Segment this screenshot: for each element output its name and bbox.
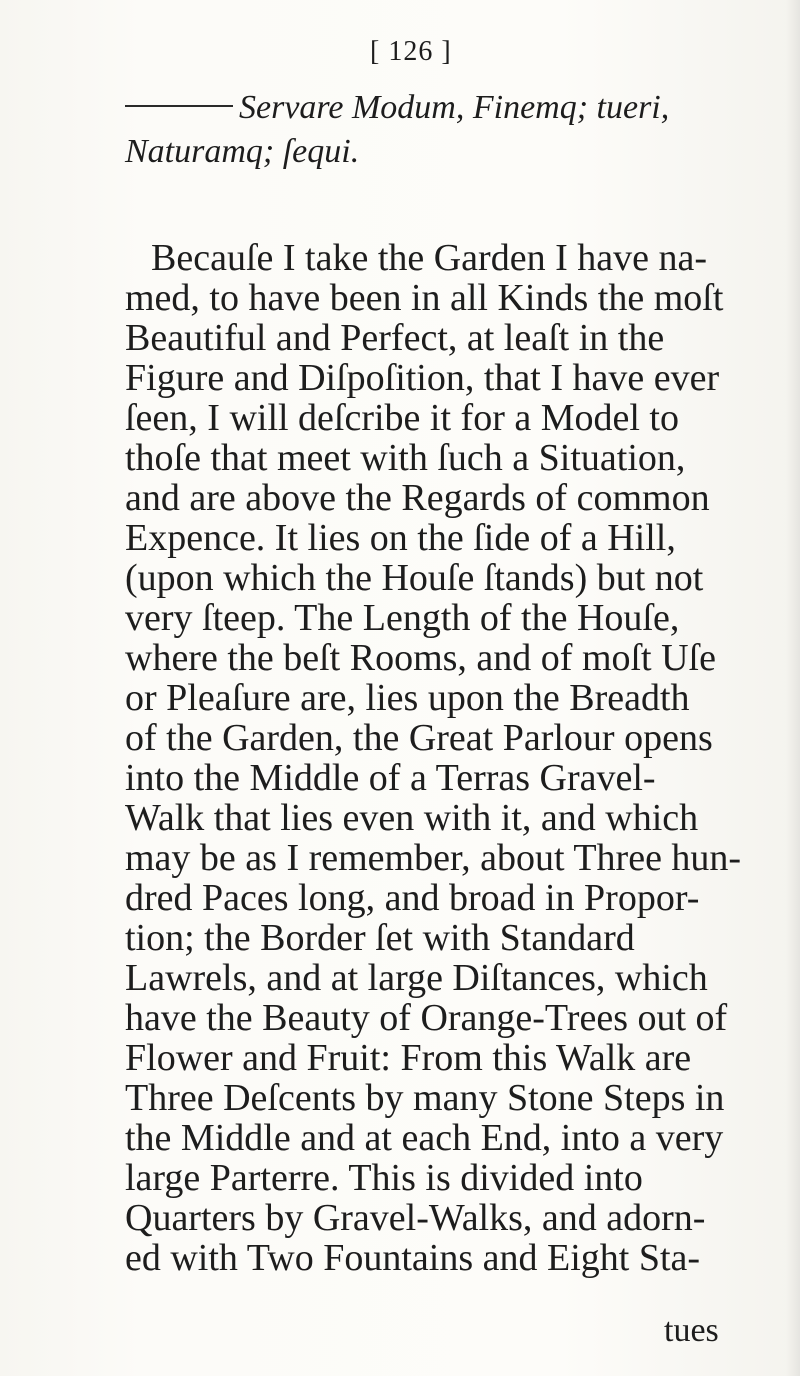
text-line: ed with Two Fountains and Eight Sta- [125,1237,701,1279]
text-line: may be as I remember, about Three hun- [125,837,742,879]
text-line: Figure and Diſpoſition, that I have ever [125,357,720,399]
text-line: thoſe that meet with ſuch a Situation, [125,437,686,479]
text-line: Walk that lies even with it, and which [125,797,699,839]
text-line: Expence. It lies on the ſide of a Hill, [125,517,676,559]
text-line: (upon which the Houſe ſtands) but not [125,557,704,599]
text-line: and are above the Regards of common [125,477,710,519]
text-line: ſeen, I will deſcribe it for a Model to [125,397,679,439]
catchword: tues [664,1312,719,1349]
page-number: [ 126 ] [370,36,452,67]
text-line: tion; the Border ſet with Standard [125,917,635,959]
epigraph-line-1 [125,86,745,130]
text-line: Beautiful and Perfect, at leaſt in the [125,317,665,359]
text-line: or Pleaſure are, lies upon the Breadth [125,677,690,719]
epigraph-dash [125,105,233,107]
text-line: large Parterre. This is divided into [125,1157,643,1199]
text-line: Becauſe I take the Garden I have na- [151,237,707,279]
text-line: Lawrels, and at large Diſtances, which [125,957,708,999]
text-line: Quarters by Gravel-Walks, and adorn- [125,1197,706,1239]
text-line: of the Garden, the Great Parlour opens [125,717,713,759]
epigraph-text-1: Servare Modum, Finemq; tueri, [239,89,670,126]
text-line: med, to have been in all Kinds the moſt [125,277,724,319]
text-line: the Middle and at each End, into a very [125,1117,724,1159]
text-line: where the beſt Rooms, and of moſt Uſe [125,637,716,679]
text-line: into the Middle of a Terras Gravel- [125,757,656,799]
text-line: dred Paces long, and broad in Propor- [125,877,700,919]
text-line: Flower and Fruit: From this Walk are [125,1037,692,1079]
page-edge-shadow [786,0,800,1376]
epigraph-line-2: Naturamq; ſequi. [125,133,360,171]
text-line: have the Beauty of Orange-Trees out of [125,997,728,1039]
text-line: very ſteep. The Length of the Houſe, [125,597,680,639]
epigraph [125,86,745,174]
body-paragraph [125,238,785,1278]
text-line: Three Deſcents by many Stone Steps in [125,1077,725,1119]
